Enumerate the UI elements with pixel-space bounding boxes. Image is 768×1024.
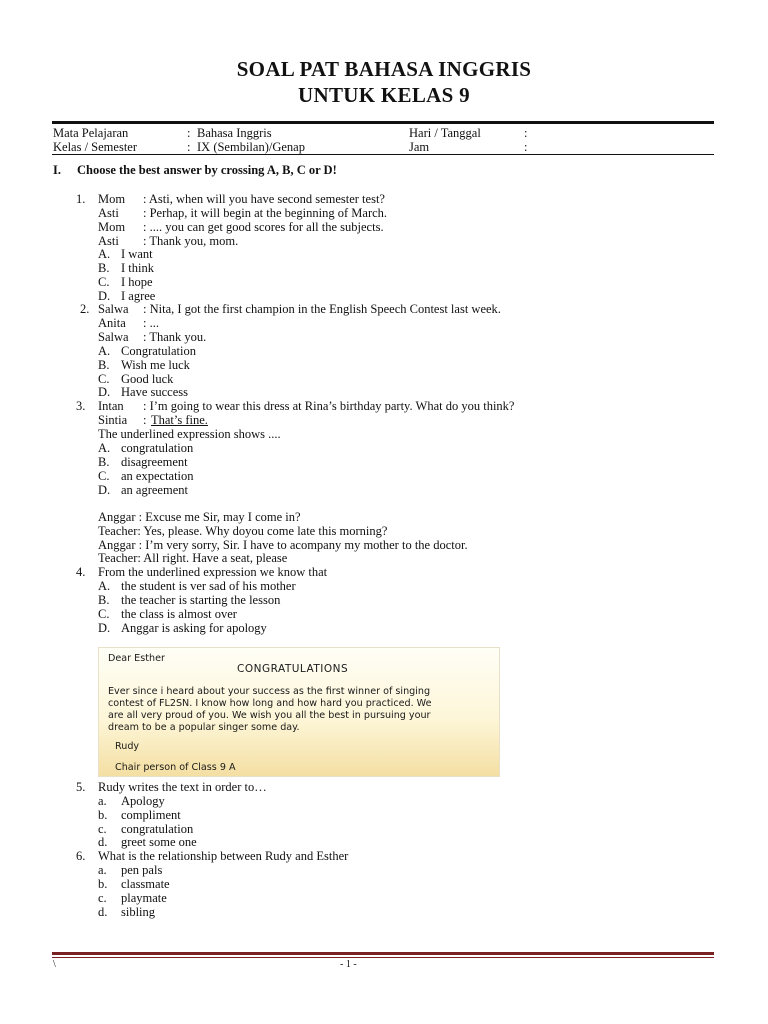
class-label: Kelas / Semester bbox=[53, 140, 138, 154]
card-body-line: dream to be a popular singer some day. bbox=[108, 722, 300, 733]
q3-option-letter: A. bbox=[98, 441, 111, 455]
q5-prompt: Rudy writes the text in order to… bbox=[98, 780, 267, 794]
q3-colon: : bbox=[143, 413, 147, 427]
q4-option-text: the teacher is starting the lesson bbox=[121, 593, 281, 607]
q2-number: 2. bbox=[80, 302, 90, 316]
dialog-line: Anggar : Excuse me Sir, may I come in? bbox=[98, 510, 301, 524]
q1-option-text: I agree bbox=[121, 289, 156, 303]
dialog-line: Anggar : I’m very sorry, Sir. I have to acompany my mother to the doctor. bbox=[98, 538, 468, 552]
q1-option-text: I hope bbox=[121, 275, 153, 289]
subject-colon: : bbox=[187, 126, 191, 140]
section-instruction: Choose the best answer by crossing A, B, C or D! bbox=[77, 163, 337, 177]
q6-option-text: sibling bbox=[121, 905, 156, 919]
q3-option-letter: C. bbox=[98, 469, 110, 483]
q1-option-letter: B. bbox=[98, 261, 110, 275]
card-heading: CONGRATULATIONS bbox=[237, 663, 349, 675]
q4-option-text: the class is almost over bbox=[121, 607, 237, 621]
q2-option-letter: B. bbox=[98, 358, 110, 372]
q5-option-text: congratulation bbox=[121, 822, 194, 836]
q4-option-letter: C. bbox=[98, 607, 110, 621]
q3-speaker: Sintia bbox=[98, 413, 128, 427]
q3-underlined-expression: That’s fine. bbox=[151, 413, 208, 427]
q4-option-text: Anggar is asking for apology bbox=[121, 621, 267, 635]
q3-number: 3. bbox=[76, 399, 86, 413]
q2-speaker: Salwa bbox=[98, 330, 129, 344]
q3-underlined-wrap bbox=[151, 413, 208, 427]
q5-option-text: Apology bbox=[121, 794, 165, 808]
header-rule-top bbox=[52, 121, 714, 124]
day-label: Hari / Tanggal bbox=[409, 126, 481, 140]
header-rule-bottom bbox=[52, 154, 714, 155]
class-colon: : bbox=[187, 140, 191, 154]
card-body-line: Ever since i heard about your success as the first winner of singing bbox=[108, 686, 431, 697]
q3-line: : I’m going to wear this dress at Rina’s birthday party. What do you think? bbox=[143, 399, 515, 413]
q6-option-text: playmate bbox=[121, 891, 167, 905]
q5-option-letter: d. bbox=[98, 835, 108, 849]
q1-option-text: I think bbox=[121, 261, 154, 275]
q2-option-letter: A. bbox=[98, 344, 111, 358]
q3-option-text: disagreement bbox=[121, 455, 188, 469]
q1-option-letter: C. bbox=[98, 275, 110, 289]
section-number: I. bbox=[53, 163, 61, 177]
q3-option-letter: B. bbox=[98, 455, 110, 469]
q2-option-letter: D. bbox=[98, 385, 111, 399]
q2-option-text: Congratulation bbox=[121, 344, 196, 358]
q1-line: : .... you can get good scores for all the subjects. bbox=[143, 220, 384, 234]
q1-line: : Asti, when will you have second semester test? bbox=[143, 192, 385, 206]
q2-line: : ... bbox=[143, 316, 159, 330]
q2-option-text: Wish me luck bbox=[121, 358, 190, 372]
q6-number: 6. bbox=[76, 849, 86, 863]
q5-option-text: greet some one bbox=[121, 835, 197, 849]
class-value: IX (Sembilan)/Genap bbox=[197, 140, 305, 154]
card-greeting: Dear Esther bbox=[108, 653, 165, 664]
q4-prompt: From the underlined expression we know that bbox=[98, 565, 328, 579]
q1-option-letter: D. bbox=[98, 289, 111, 303]
q2-speaker: Anita bbox=[98, 316, 126, 330]
q4-option-letter: A. bbox=[98, 579, 111, 593]
day-colon: : bbox=[524, 126, 528, 140]
q2-line: : Thank you. bbox=[143, 330, 207, 344]
q1-speaker: Asti bbox=[98, 206, 119, 220]
q4-option-letter: D. bbox=[98, 621, 111, 635]
q2-line: : Nita, I got the first champion in the English Speech Contest last week. bbox=[143, 302, 501, 316]
q3-speaker: Intan bbox=[98, 399, 124, 413]
q6-option-letter: c. bbox=[98, 891, 107, 905]
time-colon: : bbox=[524, 140, 528, 154]
q6-option-letter: a. bbox=[98, 863, 107, 877]
dialog-line: Teacher: Yes, please. Why doyou come late this morning? bbox=[98, 524, 388, 538]
q6-option-text: pen pals bbox=[121, 863, 163, 877]
q6-option-letter: b. bbox=[98, 877, 108, 891]
card-body-line: are all very proud of you. We wish you all the best in pursuing your bbox=[108, 710, 431, 721]
q3-option-text: an agreement bbox=[121, 483, 188, 497]
q1-number: 1. bbox=[76, 192, 86, 206]
q2-option-text: Have success bbox=[121, 385, 188, 399]
q5-option-letter: c. bbox=[98, 822, 107, 836]
q6-option-letter: d. bbox=[98, 905, 108, 919]
subject-value: Bahasa Inggris bbox=[197, 126, 272, 140]
time-label: Jam bbox=[409, 140, 430, 154]
footer-rule-thick bbox=[52, 952, 714, 955]
q1-option-text: I want bbox=[121, 247, 153, 261]
q5-option-letter: a. bbox=[98, 794, 107, 808]
q5-number: 5. bbox=[76, 780, 86, 794]
q2-speaker: Salwa bbox=[98, 302, 129, 316]
dialog-line: Teacher: All right. Have a seat, please bbox=[98, 551, 288, 565]
q5-option-text: compliment bbox=[121, 808, 181, 822]
q5-option-letter: b. bbox=[98, 808, 108, 822]
q2-option-letter: C. bbox=[98, 372, 110, 386]
q1-speaker: Mom bbox=[98, 192, 126, 206]
q1-speaker: Asti bbox=[98, 234, 119, 248]
q1-speaker: Mom bbox=[98, 220, 126, 234]
subject-label: Mata Pelajaran bbox=[53, 126, 129, 140]
congratulation-card bbox=[98, 647, 500, 777]
footer-rule-thin bbox=[52, 957, 714, 958]
card-sender: Rudy bbox=[115, 741, 140, 752]
q4-number: 4. bbox=[76, 565, 86, 579]
card-sender-title: Chair person of Class 9 A bbox=[115, 762, 236, 773]
q2-option-text: Good luck bbox=[121, 372, 174, 386]
footer-mark: \ bbox=[53, 959, 56, 970]
q1-option-letter: A. bbox=[98, 247, 111, 261]
q1-line: : Perhap, it will begin at the beginning of March. bbox=[143, 206, 388, 220]
q3-option-text: congratulation bbox=[121, 441, 194, 455]
page-subtitle: UNTUK KELAS 9 bbox=[298, 83, 470, 107]
card-body-line: contest of FL2SN. I know how long and how hard you practiced. We bbox=[108, 698, 432, 709]
q3-prompt: The underlined expression shows .... bbox=[98, 427, 281, 441]
q6-prompt: What is the relationship between Rudy and Esther bbox=[98, 849, 349, 863]
page-number: - 1 - bbox=[340, 959, 357, 970]
q4-option-letter: B. bbox=[98, 593, 110, 607]
q1-line: : Thank you, mom. bbox=[143, 234, 239, 248]
q3-option-text: an expectation bbox=[121, 469, 194, 483]
q6-option-text: classmate bbox=[121, 877, 170, 891]
page-title: SOAL PAT BAHASA INGGRIS bbox=[236, 57, 532, 81]
q4-option-text: the student is ver sad of his mother bbox=[121, 579, 296, 593]
q3-option-letter: D. bbox=[98, 483, 111, 497]
